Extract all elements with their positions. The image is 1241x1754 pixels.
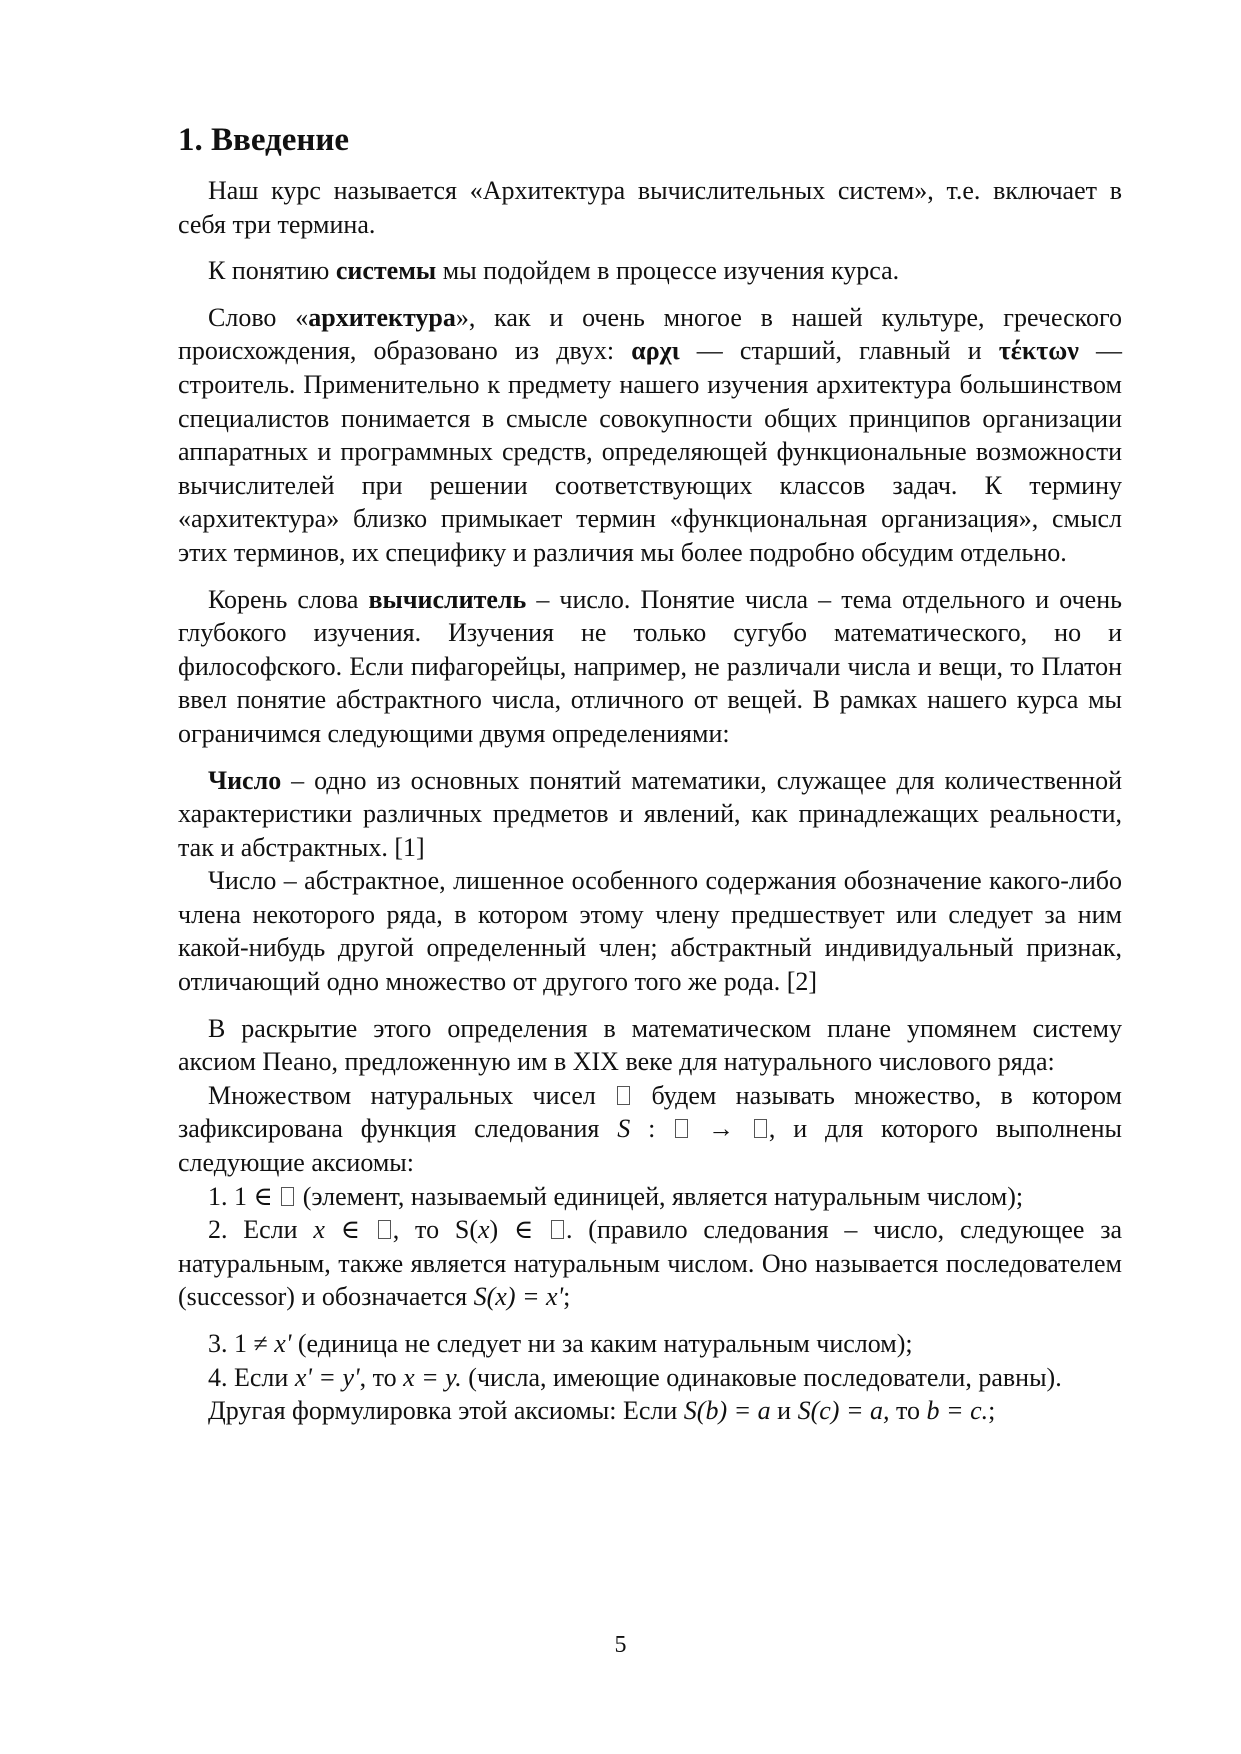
axiom-1: 1. 1 ∈ (элемент, называемый единицей, является натуральным числом); [208,1181,1024,1211]
set-n-glyph [675,1119,688,1138]
formula-successor: S(x) = x' [473,1282,564,1312]
set-n-glyph [754,1119,767,1138]
paragraph-number-root: Корень слова вычислитель – число. Понятие числа – тема отдельного и очень глубокого изучения. Изучения не только сугубо математического, но и философского. Если пифагорейцы, например, не различали числа и вещи, то Платон ввел понятие абстрактного числа, отличного от вещей. В рамках нашего курса мы ограничимся следующими двумя определениями: [178,584,1122,748]
set-n-glyph [551,1220,564,1239]
axiom-3: 3. 1 ≠ x' (единица не следует ни за каким натуральным числом); [208,1329,913,1358]
paragraph-peano: В раскрытие этого определения в математическом плане упомянем систему аксиом Пеано, предложенную им в XIX веке для натурального числового ряда: [178,1013,1122,1077]
axiom-4: 4. Если x' = y', то x = y. (числа, имеющие одинаковые последователи, равны). [208,1362,1062,1392]
document-page [178,108,1122,1428]
term-number: Число [208,765,282,795]
definition-2: Число – абстрактное, лишенное особенного содержания обозначение какого-либо члена некоторого ряда, в котором этому члену предшествует или следует за ним какой-нибудь другой определенный член; абстрактный индивидуальный признак, отличающий одно множество от другого того же рода. [2] [178,866,1122,997]
section-heading: 1. Введение [178,122,350,158]
paragraph-system: К понятию системы мы подойдем в процессе изучения курса. [208,256,900,286]
greek-word-archi: αρχι [631,336,680,366]
paragraph-intro: Наш курс называется «Архитектура вычислительных систем», т.е. включает в себя три термина. [178,176,1122,239]
greek-word-tekton: τέκτων [998,336,1079,366]
paragraph-natural-set: Множеством натуральных чисел будем называть множество, в котором зафиксирована функция следования S : → , и для которого выполнены следующие аксиомы: [178,1080,1123,1178]
term-system: системы [335,256,437,286]
paragraph-architecture: Слово «архитектура», как и очень многое в нашей культуре, греческого происхождения, образовано из двух: αρχι — старший, главный и τέκτων — строитель. Применительно к предмету нашего изучения архитектура большинством специалистов понимается в смысле совокупности общих принципов организации аппаратных и программных средств, определяющей функциональные возможности вычислителей при решении соответствующих классов задач. К термину «архитектура» близко примыкает термин «функциональная организация», смысл этих терминов, их специфику и различия мы более подробно обсудим отдельно. [178,302,1123,567]
page-number: 5 [614,1632,627,1658]
definition-1: Число – одно из основных понятий математики, служащее для количественной характеристики различных предметов и явлений, как принадлежащих реальности, так и абстрактных. [1] [178,765,1122,862]
set-n-glyph [281,1187,294,1206]
axiom-2: 2. Если x ∈ , то S(x) ∈ . (правило следования – число, следующее за натуральным, также является натуральным числом. Оно называется последователем (successor) и обозначается S(x) = x'; [178,1215,1123,1312]
term-architecture: архитектура [308,302,456,332]
alternative-formulation: Другая формулировка этой аксиомы: Если S(b) = a и S(c) = a, то b = c.; [208,1396,996,1426]
set-n-glyph [378,1220,391,1239]
set-n-glyph [617,1086,630,1105]
term-calculator: вычислитель [368,584,527,614]
